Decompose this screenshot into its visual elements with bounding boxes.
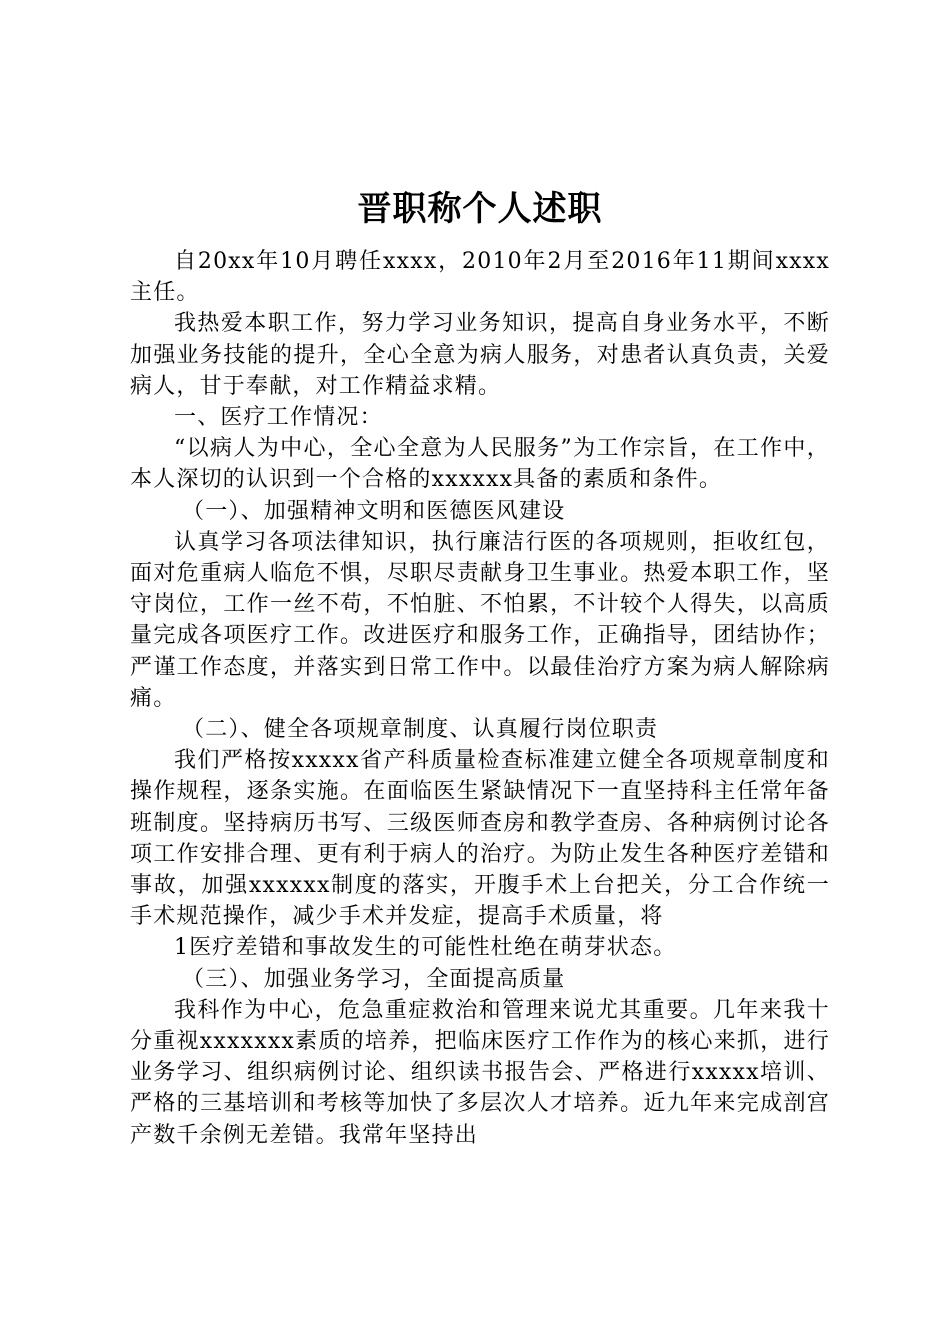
paragraph-appointment: 自20xx年10月聘任xxxx，2010年2月至2016年11期间xxxx主任。 [130, 249, 830, 306]
subheading-regulations: （二）、健全各项规章制度、认真履行岗位职责 [182, 717, 659, 743]
subheading-study: （三）、加强业务学习，全面提高质量 [182, 966, 566, 992]
paragraph-error-prevention: 1医疗差错和事故发生的可能性杜绝在萌芽状态。 [174, 935, 677, 961]
paragraph-purpose: “以病人为中心，全心全意为人民服务”为工作宗旨，在工作中，本人深切的认识到一个合格的xxxxxx具备的素质和条件。 [130, 436, 830, 493]
paragraph-ethics: 认真学习各项法律知识，执行廉洁行医的各项规则，拒收红包，面对危重病人临危不惧，尽职尽责献身卫生事业。热爱本职工作，坚守岗位，工作一丝不苟，不怕脏、不怕累，不计较个人得失，以高质量完成各项医疗工作。改进医疗和服务工作，正确指导，团结协作；严谨工作态度，并落实到日常工作中。以最佳治疗方案为病人解除病痛。 [130, 529, 830, 711]
paragraph-study: 我科作为中心，危急重症救治和管理来说尤其重要。几年来我十分重视xxxxxxx素质的培养，把临床医疗工作作为的核心来抓，进行业务学习、组织病例讨论、组织读书报告会、严格进行xxxxx培训、严格的三基培训和考核等加快了多层次人才培养。近九年来完成剖宫产数千余例无差错。我常年坚持出 [130, 997, 830, 1148]
paragraph-attitude: 我热爱本职工作，努力学习业务知识，提高自身业务水平，不断加强业务技能的提升，全心全意为病人服务，对患者认真负责，关爱病人，甘于奉献，对工作精益求精。 [130, 311, 830, 399]
subheading-ethics: （一）、加强精神文明和医德医风建设 [182, 498, 566, 524]
section-heading-medical-work: 一、医疗工作情况： [174, 405, 383, 431]
document-page [130, 180, 830, 1151]
paragraph-regulations: 我们严格按xxxxx省产科质量检查标准建立健全各项规章制度和操作规程，逐条实施。在面临医生紧缺情况下一直坚持科主任常年备班制度。坚持病历书写、三级医师查房和教学查房、各种病例讨论各项工作安排合理、更有利于病人的治疗。为防止发生各种医疗差错和事故，加强xxxxxx制度的落实，开腹手术上台把关，分工合作统一手术规范操作，减少手术并发症，提高手术质量，将 [130, 748, 830, 930]
document-title: 晋职称个人述职 [357, 189, 603, 229]
